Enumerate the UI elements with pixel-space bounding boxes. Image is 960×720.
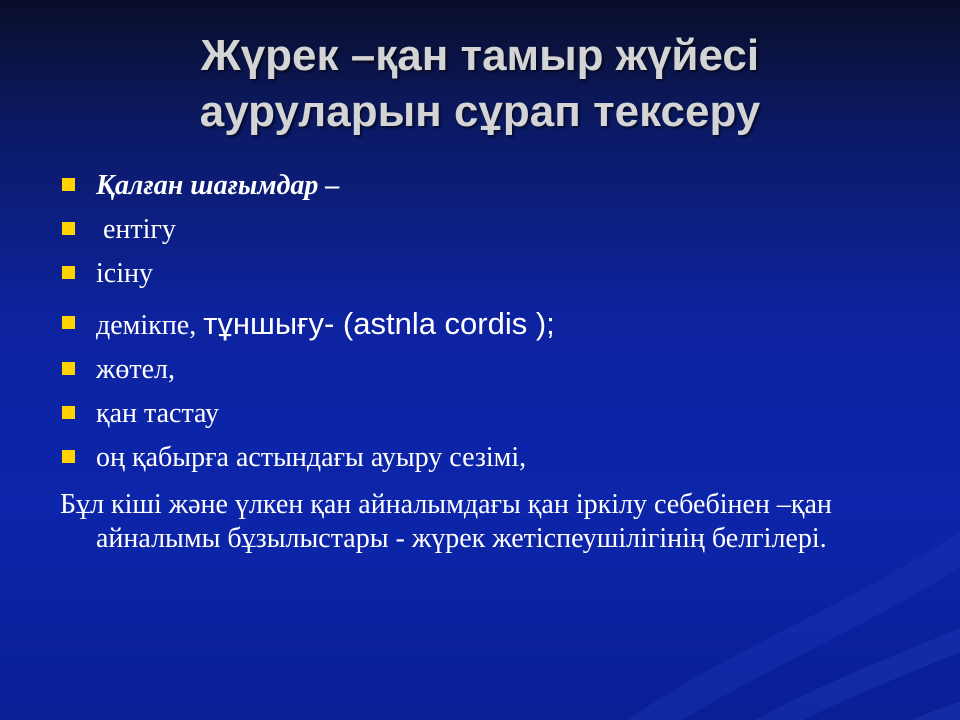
bullet-item-right-rib-pain: [60, 442, 920, 474]
slide-title-line-1: Жүрек –қан тамыр жүйесі: [200, 31, 760, 80]
bullet-square-icon: [62, 406, 75, 419]
bullet-square-icon: [62, 266, 75, 279]
bullet-item-cough: [60, 354, 920, 386]
bullet-text: жөтел,: [96, 354, 175, 385]
bullet-item-dyspnea: [60, 214, 920, 246]
slide-title: [0, 28, 960, 140]
bullet-item-hemoptysis: [60, 398, 920, 430]
bullet-item-complaints: [60, 170, 920, 202]
bullet-square-icon: [62, 178, 75, 191]
bullet-square-icon: [62, 222, 75, 235]
bullet-text-part-a: демікпе,: [96, 310, 204, 341]
bullet-item-asthma: [60, 308, 920, 342]
bullet-text: Қалған шағымдар –: [96, 170, 340, 201]
bullet-list: [60, 170, 920, 486]
bullet-text-part-b: тұншығу- (astnla cordis );: [203, 306, 555, 341]
bullet-square-icon: [62, 316, 75, 329]
summary-paragraph: Бұл кіші және үлкен қан айналымдағы қан іркілу себебінен –қан айналымы бұзылыстары - жүрек жетіспеушілігінің белгілері.: [60, 489, 832, 554]
bullet-text: оң қабырға астындағы ауыру сезімі,: [96, 442, 527, 473]
bullet-item-edema: [60, 258, 920, 290]
bullet-text: қан тастау: [96, 398, 220, 429]
bullet-text: ентігу: [96, 214, 176, 245]
slide-title-line-2: ауруларын сұрап тексеру: [199, 87, 761, 136]
bullet-text: ісіну: [96, 258, 153, 289]
bullet-square-icon: [62, 450, 75, 463]
bullet-square-icon: [62, 362, 75, 375]
